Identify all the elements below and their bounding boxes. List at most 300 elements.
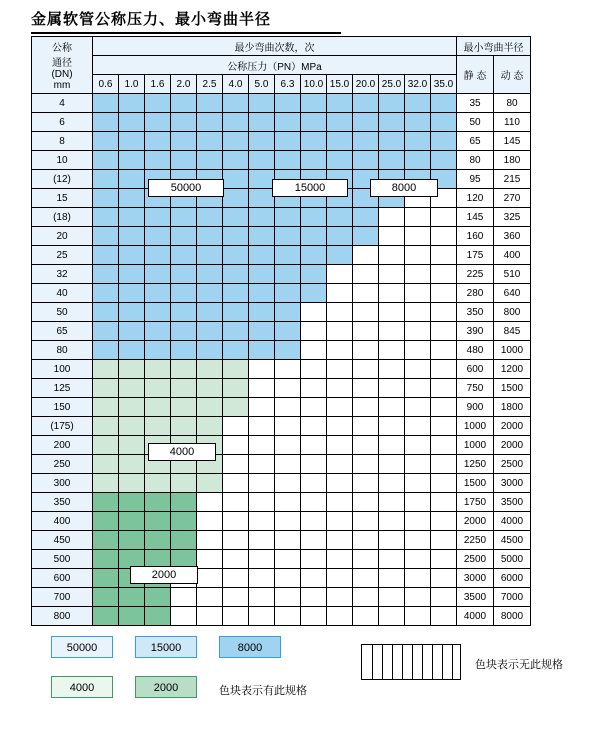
cell-pressure: [379, 493, 405, 512]
cell-pressure: [405, 550, 431, 569]
cell-static-radius: 2000: [457, 512, 494, 531]
cell-dn: 25: [32, 246, 93, 265]
cell-dynamic-radius: 270: [494, 189, 531, 208]
cell-pressure: [197, 151, 223, 170]
table-head: [32, 37, 531, 94]
table-row: [32, 303, 531, 322]
cell-pressure: [431, 360, 457, 379]
cell-pressure: [171, 360, 197, 379]
cell-pressure: [171, 512, 197, 531]
cell-pressure: [379, 265, 405, 284]
cell-static-radius: 50: [457, 113, 494, 132]
cell-pressure: [249, 455, 275, 474]
table-row: [32, 227, 531, 246]
cell-pressure: [431, 379, 457, 398]
overlay-label: 50000: [148, 179, 224, 197]
cell-pressure: [275, 208, 301, 227]
cell-pressure: [249, 550, 275, 569]
cell-pressure: [275, 493, 301, 512]
cell-pressure: [353, 455, 379, 474]
cell-pressure: [353, 607, 379, 626]
cell-pressure: [249, 531, 275, 550]
header-bend-times: 最少弯曲次数，次: [93, 37, 457, 56]
cell-pressure: [223, 246, 249, 265]
cell-static-radius: 35: [457, 94, 494, 113]
cell-pressure: [93, 341, 119, 360]
cell-pressure: [431, 455, 457, 474]
cell-pressure: [171, 208, 197, 227]
legend-item-15000: 15000: [135, 636, 197, 658]
cell-pressure: [353, 322, 379, 341]
cell-pressure: [405, 322, 431, 341]
cell-pressure: [145, 303, 171, 322]
cell-pressure: [145, 588, 171, 607]
cell-pressure: [327, 417, 353, 436]
cell-pressure: [249, 227, 275, 246]
cell-pressure: [301, 360, 327, 379]
cell-pressure: [223, 512, 249, 531]
cell-pressure: [379, 417, 405, 436]
table-row: [32, 531, 531, 550]
cell-pressure: [93, 170, 119, 189]
cell-pressure: [353, 512, 379, 531]
cell-pressure: [431, 113, 457, 132]
cell-pressure: [275, 474, 301, 493]
cell-dynamic-radius: 110: [494, 113, 531, 132]
cell-static-radius: 80: [457, 151, 494, 170]
cell-dn: 20: [32, 227, 93, 246]
cell-pressure: [301, 303, 327, 322]
table-row: [32, 360, 531, 379]
cell-pressure: [379, 284, 405, 303]
cell-pressure: [353, 379, 379, 398]
cell-pressure: [275, 588, 301, 607]
cell-pressure: [379, 303, 405, 322]
cell-pressure: [353, 436, 379, 455]
cell-dynamic-radius: 1800: [494, 398, 531, 417]
cell-pressure: [197, 493, 223, 512]
cell-pressure: [249, 265, 275, 284]
table-row: [32, 417, 531, 436]
cell-pressure: [431, 227, 457, 246]
cell-static-radius: 95: [457, 170, 494, 189]
cell-dn: 6: [32, 113, 93, 132]
cell-pressure: [223, 189, 249, 208]
cell-pressure: [223, 208, 249, 227]
cell-pressure: [431, 265, 457, 284]
cell-pressure: [249, 474, 275, 493]
cell-pressure: [171, 132, 197, 151]
cell-static-radius: 65: [457, 132, 494, 151]
header-dn-line3: (DN): [51, 69, 73, 80]
cell-pressure: [119, 265, 145, 284]
cell-pressure: [275, 512, 301, 531]
cell-pressure: [119, 341, 145, 360]
cell-pressure: [301, 132, 327, 151]
header-row-pressure-columns: [32, 75, 531, 94]
cell-static-radius: 600: [457, 360, 494, 379]
table-row: [32, 113, 531, 132]
cell-pressure: [93, 550, 119, 569]
cell-pressure: [379, 360, 405, 379]
cell-static-radius: 1500: [457, 474, 494, 493]
cell-pressure: [145, 341, 171, 360]
cell-pressure: [197, 265, 223, 284]
cell-pressure: [405, 341, 431, 360]
cell-pressure: [171, 474, 197, 493]
header-row-2: [32, 56, 531, 75]
cell-pressure: [431, 550, 457, 569]
pressure-col-header: 20.0: [353, 75, 379, 94]
cell-pressure: [119, 379, 145, 398]
cell-pressure: [197, 322, 223, 341]
table-row: [32, 569, 531, 588]
header-dn-line4: mm: [53, 80, 71, 91]
cell-pressure: [301, 417, 327, 436]
cell-pressure: [93, 94, 119, 113]
table-row: [32, 398, 531, 417]
cell-pressure: [301, 398, 327, 417]
cell-dynamic-radius: 145: [494, 132, 531, 151]
cell-pressure: [249, 170, 275, 189]
table-row: [32, 132, 531, 151]
cell-dn: 15: [32, 189, 93, 208]
cell-static-radius: 480: [457, 341, 494, 360]
cell-dn: 150: [32, 398, 93, 417]
cell-pressure: [379, 94, 405, 113]
cell-pressure: [119, 436, 145, 455]
cell-pressure: [301, 455, 327, 474]
cell-pressure: [119, 474, 145, 493]
cell-static-radius: 350: [457, 303, 494, 322]
cell-dn: 50: [32, 303, 93, 322]
cell-pressure: [353, 398, 379, 417]
cell-pressure: [353, 284, 379, 303]
cell-pressure: [379, 474, 405, 493]
legend-note-color: 色块表示有此规格: [219, 685, 307, 697]
cell-pressure: [119, 360, 145, 379]
cell-pressure: [223, 455, 249, 474]
cell-pressure: [223, 360, 249, 379]
cell-pressure: [119, 303, 145, 322]
cell-pressure: [275, 94, 301, 113]
table-row: [32, 94, 531, 113]
cell-pressure: [379, 151, 405, 170]
cell-dn: 32: [32, 265, 93, 284]
cell-pressure: [431, 284, 457, 303]
cell-pressure: [327, 227, 353, 246]
cell-dynamic-radius: 5000: [494, 550, 531, 569]
cell-pressure: [171, 531, 197, 550]
cell-pressure: [223, 341, 249, 360]
header-dn-line1: 公称: [52, 43, 72, 54]
cell-dn: 4: [32, 94, 93, 113]
cell-pressure: [301, 246, 327, 265]
cell-pressure: [301, 474, 327, 493]
cell-pressure: [327, 379, 353, 398]
cell-pressure: [197, 341, 223, 360]
cell-pressure: [249, 284, 275, 303]
cell-static-radius: 4000: [457, 607, 494, 626]
cell-pressure: [119, 588, 145, 607]
cell-dynamic-radius: 360: [494, 227, 531, 246]
cell-pressure: [145, 208, 171, 227]
cell-pressure: [353, 113, 379, 132]
cell-pressure: [405, 265, 431, 284]
cell-pressure: [145, 246, 171, 265]
cell-dynamic-radius: 800: [494, 303, 531, 322]
cell-pressure: [405, 94, 431, 113]
cell-pressure: [93, 227, 119, 246]
legend-note-hatch: 色块表示无此规格: [475, 659, 563, 671]
cell-pressure: [93, 417, 119, 436]
cell-pressure: [93, 474, 119, 493]
legend-item-8000: 8000: [219, 636, 281, 658]
cell-pressure: [405, 379, 431, 398]
cell-pressure: [249, 132, 275, 151]
legend-item-2000: 2000: [135, 676, 197, 698]
header-pressure: 公称压力（PN）MPa: [93, 56, 457, 75]
cell-pressure: [353, 360, 379, 379]
cell-pressure: [431, 493, 457, 512]
cell-dn: (18): [32, 208, 93, 227]
cell-pressure: [327, 569, 353, 588]
overlay-label: 4000: [148, 443, 216, 461]
cell-pressure: [119, 94, 145, 113]
cell-pressure: [145, 417, 171, 436]
table-row: [32, 284, 531, 303]
cell-pressure: [145, 531, 171, 550]
cell-pressure: [171, 284, 197, 303]
cell-pressure: [379, 132, 405, 151]
cell-pressure: [223, 531, 249, 550]
cell-dynamic-radius: 1500: [494, 379, 531, 398]
cell-pressure: [379, 512, 405, 531]
cell-pressure: [93, 512, 119, 531]
cell-pressure: [405, 531, 431, 550]
cell-pressure: [405, 227, 431, 246]
cell-static-radius: 280: [457, 284, 494, 303]
cell-pressure: [197, 246, 223, 265]
cell-pressure: [223, 132, 249, 151]
cell-pressure: [223, 474, 249, 493]
cell-pressure: [145, 284, 171, 303]
cell-pressure: [405, 569, 431, 588]
cell-pressure: [249, 341, 275, 360]
cell-pressure: [223, 607, 249, 626]
cell-pressure: [93, 588, 119, 607]
cell-pressure: [93, 265, 119, 284]
cell-dn: 500: [32, 550, 93, 569]
cell-pressure: [119, 208, 145, 227]
cell-pressure: [93, 284, 119, 303]
cell-pressure: [431, 322, 457, 341]
cell-pressure: [379, 208, 405, 227]
cell-pressure: [431, 512, 457, 531]
cell-pressure: [223, 398, 249, 417]
cell-pressure: [119, 417, 145, 436]
cell-pressure: [197, 607, 223, 626]
cell-pressure: [171, 379, 197, 398]
cell-pressure: [327, 208, 353, 227]
pressure-col-header: 0.6: [93, 75, 119, 94]
cell-pressure: [327, 322, 353, 341]
table-body: [32, 94, 531, 626]
cell-static-radius: 145: [457, 208, 494, 227]
pressure-col-header: 2.5: [197, 75, 223, 94]
cell-pressure: [197, 303, 223, 322]
cell-pressure: [197, 588, 223, 607]
cell-dn: 800: [32, 607, 93, 626]
cell-pressure: [223, 170, 249, 189]
cell-dynamic-radius: 8000: [494, 607, 531, 626]
cell-pressure: [93, 132, 119, 151]
cell-pressure: [145, 322, 171, 341]
cell-static-radius: 1750: [457, 493, 494, 512]
cell-pressure: [327, 151, 353, 170]
cell-pressure: [93, 151, 119, 170]
pressure-col-header: 2.0: [171, 75, 197, 94]
cell-pressure: [405, 588, 431, 607]
cell-pressure: [223, 284, 249, 303]
cell-pressure: [223, 151, 249, 170]
cell-pressure: [197, 550, 223, 569]
cell-dn: 350: [32, 493, 93, 512]
cell-pressure: [93, 360, 119, 379]
cell-pressure: [145, 94, 171, 113]
cell-pressure: [223, 436, 249, 455]
cell-pressure: [405, 493, 431, 512]
cell-pressure: [119, 170, 145, 189]
cell-pressure: [327, 132, 353, 151]
cell-dn: 125: [32, 379, 93, 398]
cell-dn: 400: [32, 512, 93, 531]
cell-pressure: [405, 246, 431, 265]
cell-pressure: [119, 455, 145, 474]
cell-static-radius: 1000: [457, 417, 494, 436]
cell-pressure: [93, 322, 119, 341]
header-radius: 最小弯曲半径: [457, 37, 531, 56]
cell-pressure: [327, 360, 353, 379]
table-row: [32, 151, 531, 170]
cell-pressure: [197, 474, 223, 493]
cell-pressure: [327, 113, 353, 132]
cell-pressure: [275, 113, 301, 132]
pressure-col-header: 35.0: [431, 75, 457, 94]
cell-pressure: [405, 455, 431, 474]
cell-pressure: [145, 265, 171, 284]
cell-pressure: [379, 113, 405, 132]
cell-pressure: [93, 436, 119, 455]
cell-pressure: [249, 322, 275, 341]
cell-pressure: [145, 398, 171, 417]
cell-pressure: [301, 284, 327, 303]
cell-pressure: [145, 493, 171, 512]
cell-pressure: [171, 341, 197, 360]
cell-pressure: [405, 417, 431, 436]
cell-pressure: [249, 607, 275, 626]
cell-dynamic-radius: 400: [494, 246, 531, 265]
cell-static-radius: 2250: [457, 531, 494, 550]
cell-dynamic-radius: 7000: [494, 588, 531, 607]
cell-pressure: [223, 379, 249, 398]
header-dynamic: 动 态: [494, 56, 531, 94]
page-title: 金属软管公称压力、最小弯曲半径: [31, 8, 341, 34]
cell-pressure: [301, 588, 327, 607]
cell-pressure: [431, 607, 457, 626]
table-row: [32, 265, 531, 284]
cell-pressure: [93, 455, 119, 474]
table-row: [32, 493, 531, 512]
legend-item-50000: 50000: [51, 636, 113, 658]
cell-pressure: [119, 607, 145, 626]
cell-pressure: [275, 227, 301, 246]
cell-pressure: [301, 569, 327, 588]
cell-pressure: [119, 227, 145, 246]
cell-pressure: [119, 512, 145, 531]
cell-pressure: [301, 531, 327, 550]
cell-pressure: [145, 474, 171, 493]
cell-dynamic-radius: 510: [494, 265, 531, 284]
cell-pressure: [301, 550, 327, 569]
cell-pressure: [405, 436, 431, 455]
cell-pressure: [301, 607, 327, 626]
cell-pressure: [249, 303, 275, 322]
table-row: [32, 246, 531, 265]
cell-pressure: [171, 227, 197, 246]
cell-static-radius: 3500: [457, 588, 494, 607]
cell-pressure: [249, 398, 275, 417]
cell-dynamic-radius: 80: [494, 94, 531, 113]
cell-pressure: [379, 227, 405, 246]
cell-pressure: [171, 151, 197, 170]
cell-pressure: [275, 398, 301, 417]
cell-pressure: [301, 208, 327, 227]
cell-pressure: [249, 208, 275, 227]
cell-pressure: [145, 151, 171, 170]
cell-pressure: [301, 379, 327, 398]
cell-dn: 65: [32, 322, 93, 341]
cell-pressure: [405, 607, 431, 626]
cell-dynamic-radius: 180: [494, 151, 531, 170]
cell-pressure: [93, 189, 119, 208]
cell-pressure: [197, 417, 223, 436]
cell-pressure: [145, 607, 171, 626]
cell-dynamic-radius: 2500: [494, 455, 531, 474]
cell-pressure: [145, 360, 171, 379]
cell-dynamic-radius: 4000: [494, 512, 531, 531]
pressure-col-header: 5.0: [249, 75, 275, 94]
cell-pressure: [327, 607, 353, 626]
cell-pressure: [301, 512, 327, 531]
cell-pressure: [197, 398, 223, 417]
cell-dn: (175): [32, 417, 93, 436]
cell-pressure: [301, 493, 327, 512]
cell-pressure: [301, 436, 327, 455]
cell-pressure: [145, 113, 171, 132]
cell-pressure: [223, 113, 249, 132]
cell-pressure: [275, 569, 301, 588]
cell-pressure: [197, 284, 223, 303]
cell-pressure: [171, 265, 197, 284]
table-row: [32, 322, 531, 341]
cell-pressure: [197, 360, 223, 379]
cell-pressure: [93, 208, 119, 227]
cell-pressure: [405, 360, 431, 379]
cell-dn: 250: [32, 455, 93, 474]
cell-dynamic-radius: 3500: [494, 493, 531, 512]
cell-dynamic-radius: 325: [494, 208, 531, 227]
